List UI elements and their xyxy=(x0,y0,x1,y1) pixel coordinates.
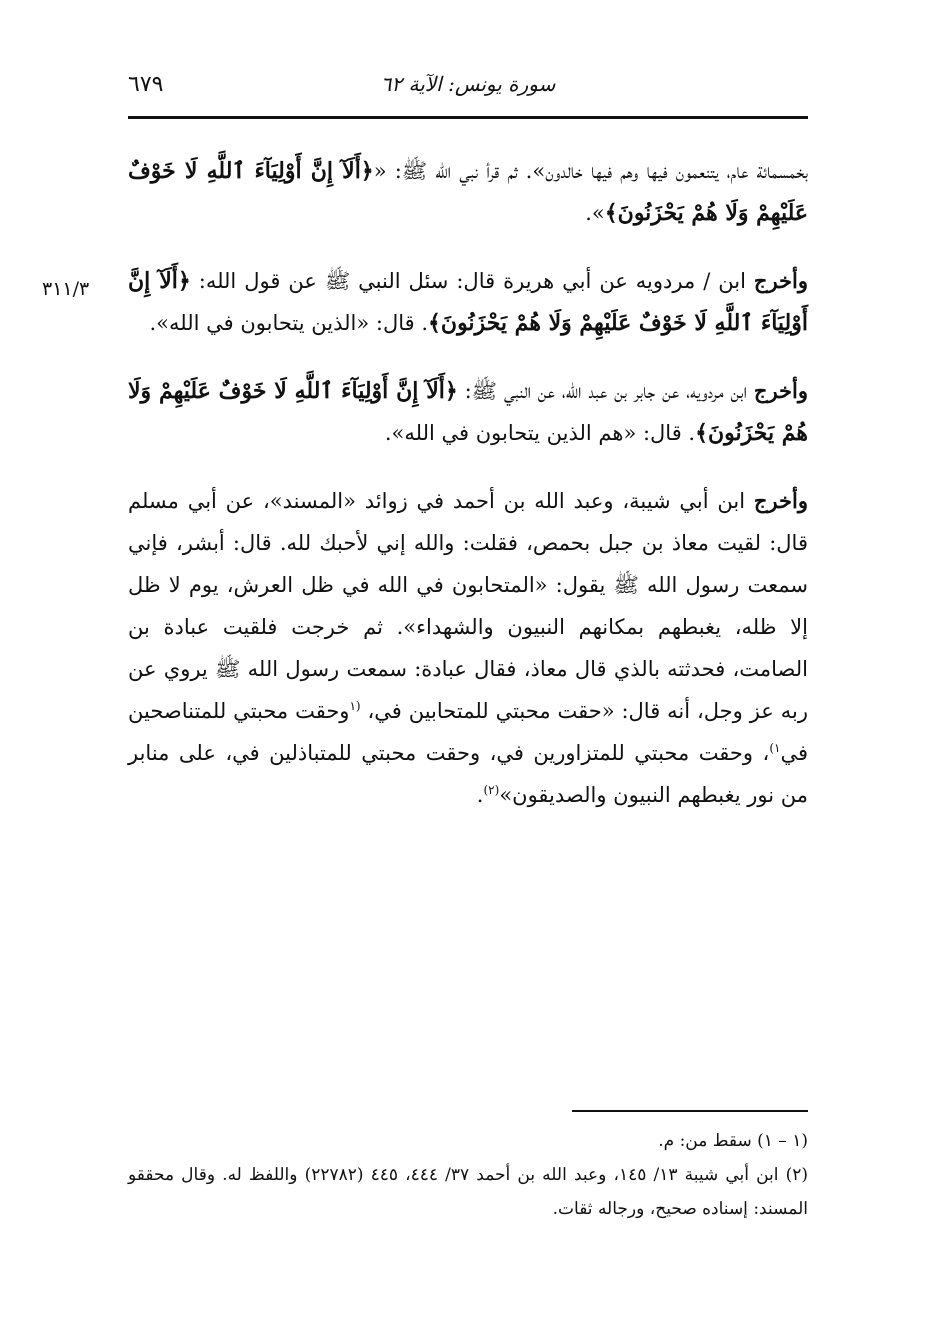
footnote-separator xyxy=(572,1110,808,1112)
paragraph-1 xyxy=(128,150,808,234)
p1-quran-verse: ﴿أَلَآ إِنَّ أَوْلِيَآءَ ٱللَّهِ لَا خَوْفٌ عَلَيْهِمْ وَلَا هُمْ يَحْزَنُونَ﴾ xyxy=(128,158,808,226)
p3-quran-verse: ﴿أَلَآ إِنَّ أَوْلِيَآءَ ٱللَّهِ لَا خَوْفٌ عَلَيْهِمْ وَلَا هُمْ يَحْزَنُونَ﴾ xyxy=(128,378,808,446)
p2-lead-word: وأخرج xyxy=(753,268,809,293)
p2-text-a: ابن / مردويه عن أبي هريرة قال: سئل النبي ﷺ عن قول الله: xyxy=(190,269,746,293)
p4-lead-word: وأخرج xyxy=(753,488,808,513)
footnotes xyxy=(128,1124,808,1226)
p3-text-a: ابن مردويه، عن جابر بن عبد الله، عن النبي ﷺ: xyxy=(457,379,748,403)
header-rule xyxy=(128,116,808,119)
footnote-1-close-marker: ١) xyxy=(769,741,781,755)
footnote-2-marker: (٢) xyxy=(483,783,500,797)
paragraph-3 xyxy=(128,370,808,454)
p4-text-d: . xyxy=(476,783,484,807)
p1-text-b: ». xyxy=(585,201,605,225)
p2-quran-verse: ﴿أَلَآ إِنَّ أَوْلِيَآءَ ٱللَّهِ لَا خَوْفٌ عَلَيْهِمْ وَلَا هُمْ يَحْزَنُونَ﴾ xyxy=(128,268,808,336)
p4-text-c: ، وحقت محبتي للمتزاورين في، وحقت محبتي للمتباذلين في، على منابر من نور يغبطهم النبيون والصديقون» xyxy=(128,741,808,807)
page-header xyxy=(128,72,808,108)
footnote-1-open-marker: (١ xyxy=(349,699,361,713)
p3-lead-word: وأخرج xyxy=(753,378,808,403)
p4-text-b: وحقت محبتي للمتناصحين في xyxy=(128,699,808,765)
running-head: سورة يونس: الآية ٦٢ xyxy=(380,72,556,96)
p4-text-a: ابن أبي شيبة، وعبد الله بن أحمد في زوائد «المسند»، عن أبي مسلم قال: لقيت معاذ بن جبل بحمص، فقلت: والله إني لأحبك لله. قال: أبشر، فإني سمعت رسول الله ﷺ يقول: «المتحابون في الله في ظل العرش، يوم لا ظل إلا ظله، يغبطهم بمكانهم النبيون والشهداء». ثم خرجت فلقيت عبادة بن الصامت، فحدثته بالذي قال معاذ، فقال عبادة: سمعت رسول الله ﷺ يروي عن ربه عز وجل، أنه قال: «حقت محبتي للمتحابين في، xyxy=(128,489,808,723)
main-text xyxy=(128,150,808,842)
paragraph-2 xyxy=(128,260,808,344)
p1-text-a: بخمسمائة عام، يتنعمون فيها وهم فيها خالدون». ثم قرأ نبي الله ﷺ: « xyxy=(373,159,808,183)
page-number: ٦٧٩ xyxy=(128,72,164,97)
margin-reference: ٣١١/٣ xyxy=(42,278,90,300)
footnote-1: (١ – ١) سقط من: م. xyxy=(658,1131,808,1151)
footnote-2: (٢) ابن أبي شيبة ١٣/ ١٤٥، وعبد الله بن أحمد ٣٧/ ٤٤٤، ٤٤٥ (٢٢٧٨٢) واللفظ له. وقال محققو المسند: إسناده صحيح، ورجاله ثقات. xyxy=(128,1165,809,1219)
p3-text-b: . قال: «هم الذين يتحابون في الله». xyxy=(384,421,696,445)
p2-text-b: . قال: «الذين يتحابون في الله». xyxy=(149,311,429,335)
paragraph-4 xyxy=(128,480,808,816)
